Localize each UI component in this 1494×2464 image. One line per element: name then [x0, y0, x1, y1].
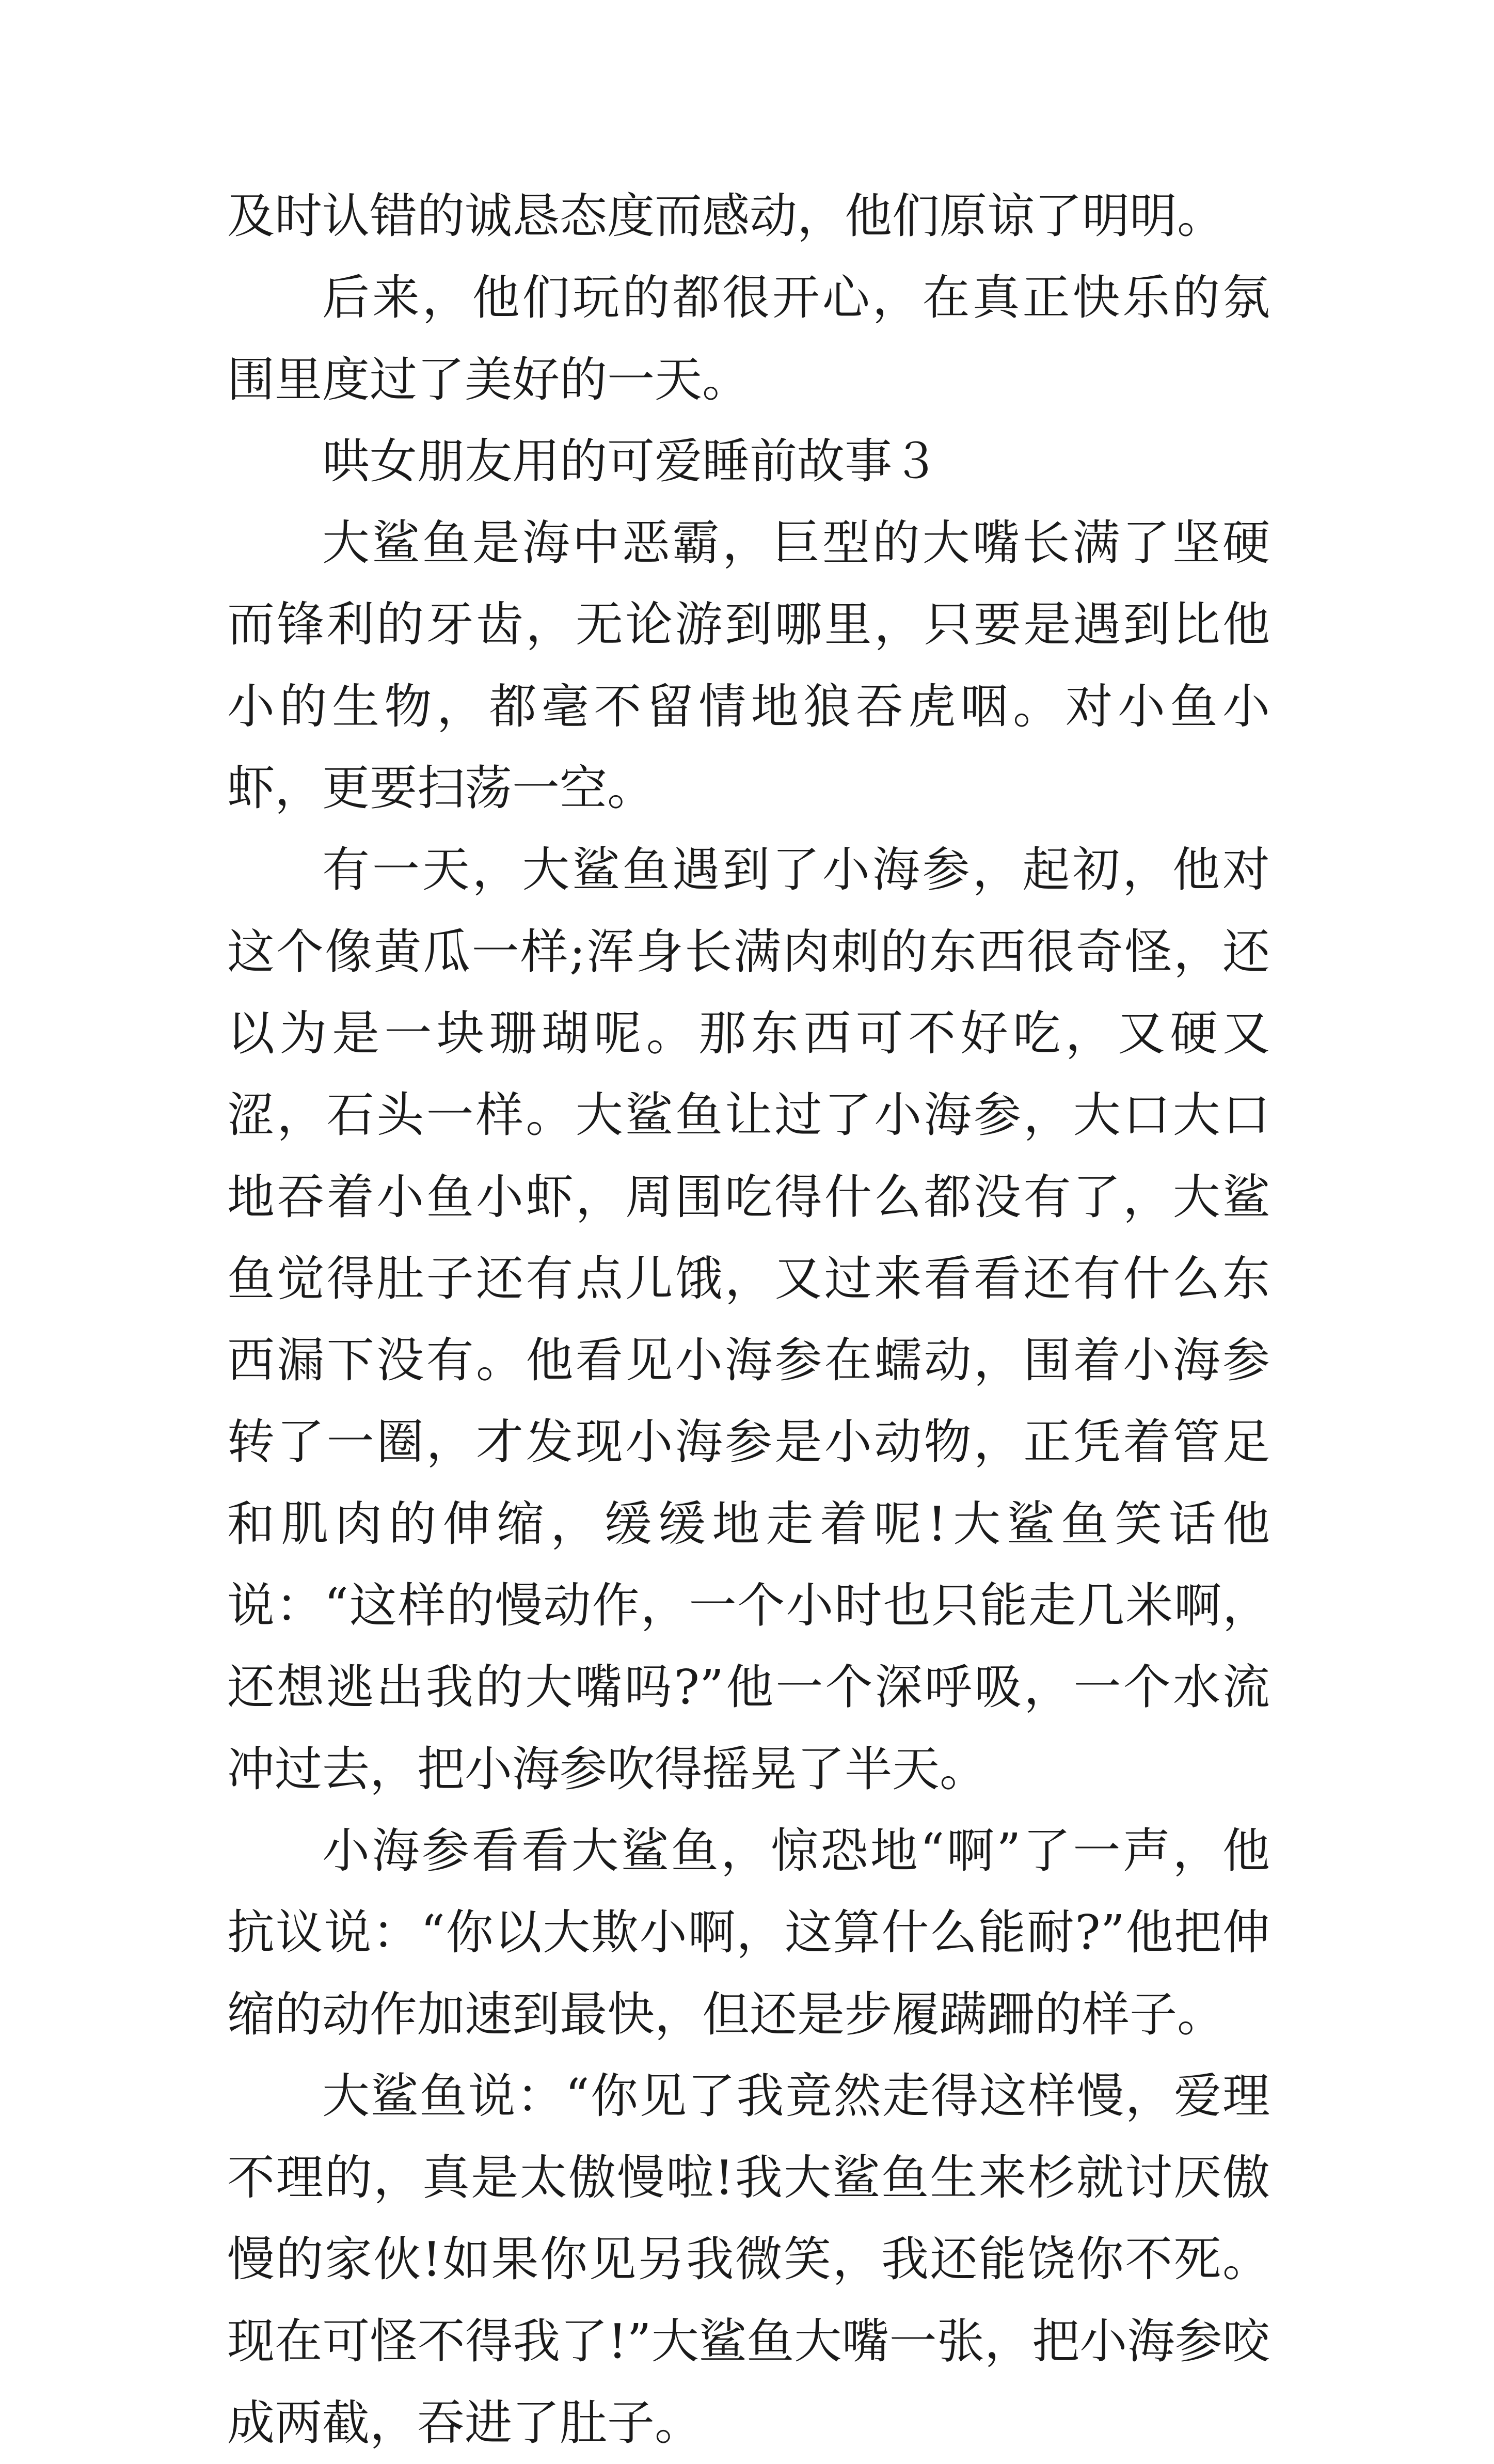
paragraph-2: 后来，他们玩的都很开心，在真正快乐的氛围里度过了美好的一天。: [227, 270, 1270, 407]
document-body: [227, 176, 1270, 2464]
paragraph-4: 有一天，大鲨鱼遇到了小海参，起初，他对这个像黄瓜一样;浑身长满肉刺的东西很奇怪，还以为是一块珊瑚呢。那东西可不好吃，又硬又涩，石头一样。大鲨鱼让过了小海参，大口大口地吞着小鱼小虾，周围吃得什么都没有了，大鲨鱼觉得肚子还有点儿饿，又过来看看还有什么东西漏下没有。他看见小海参在蠕动，围着小海参转了一圈，才发现小海参是小动物，正凭着管足和肌肉的伸缩，缓缓地走着呢!大鲨鱼笑话他说：“这样的慢动作，一个小时也只能走几米啊，还想逃出我的大嘴吗?”他一个深呼吸，一个水流冲过去，把小海参吹得摇晃了半天。: [227, 842, 1270, 1797]
story-heading: 哄女朋友用的可爱睡前故事３: [322, 433, 940, 489]
paragraph-1: 及时认错的诚恳态度而感动，他们原谅了明明。: [227, 188, 1225, 244]
paragraph-3: 大鲨鱼是海中恶霸，巨型的大嘴长满了坚硬而锋利的牙齿，无论游到哪里，只要是遇到比他小的生物，都毫不留情地狼吞虎咽。对小鱼小虾，更要扫荡一空。: [227, 515, 1270, 816]
paragraph-6: 大鲨鱼说：“你见了我竟然走得这样慢，爱理不理的，真是太傲慢啦!我大鲨鱼生来杉就讨厌傲慢的家伙!如果你见另我微笑，我还能饶你不死。现在可怪不得我了!”大鲨鱼大嘴一张，把小海参咬成两截，吞进了肚子。: [227, 2068, 1270, 2451]
paragraph-5: 小海参看看大鲨鱼，惊恐地“啊”了一声，他抗议说：“你以大欺小啊，这算什么能耐?”他把伸缩的动作加速到最快，但还是步履蹒跚的样子。: [227, 1823, 1270, 2042]
